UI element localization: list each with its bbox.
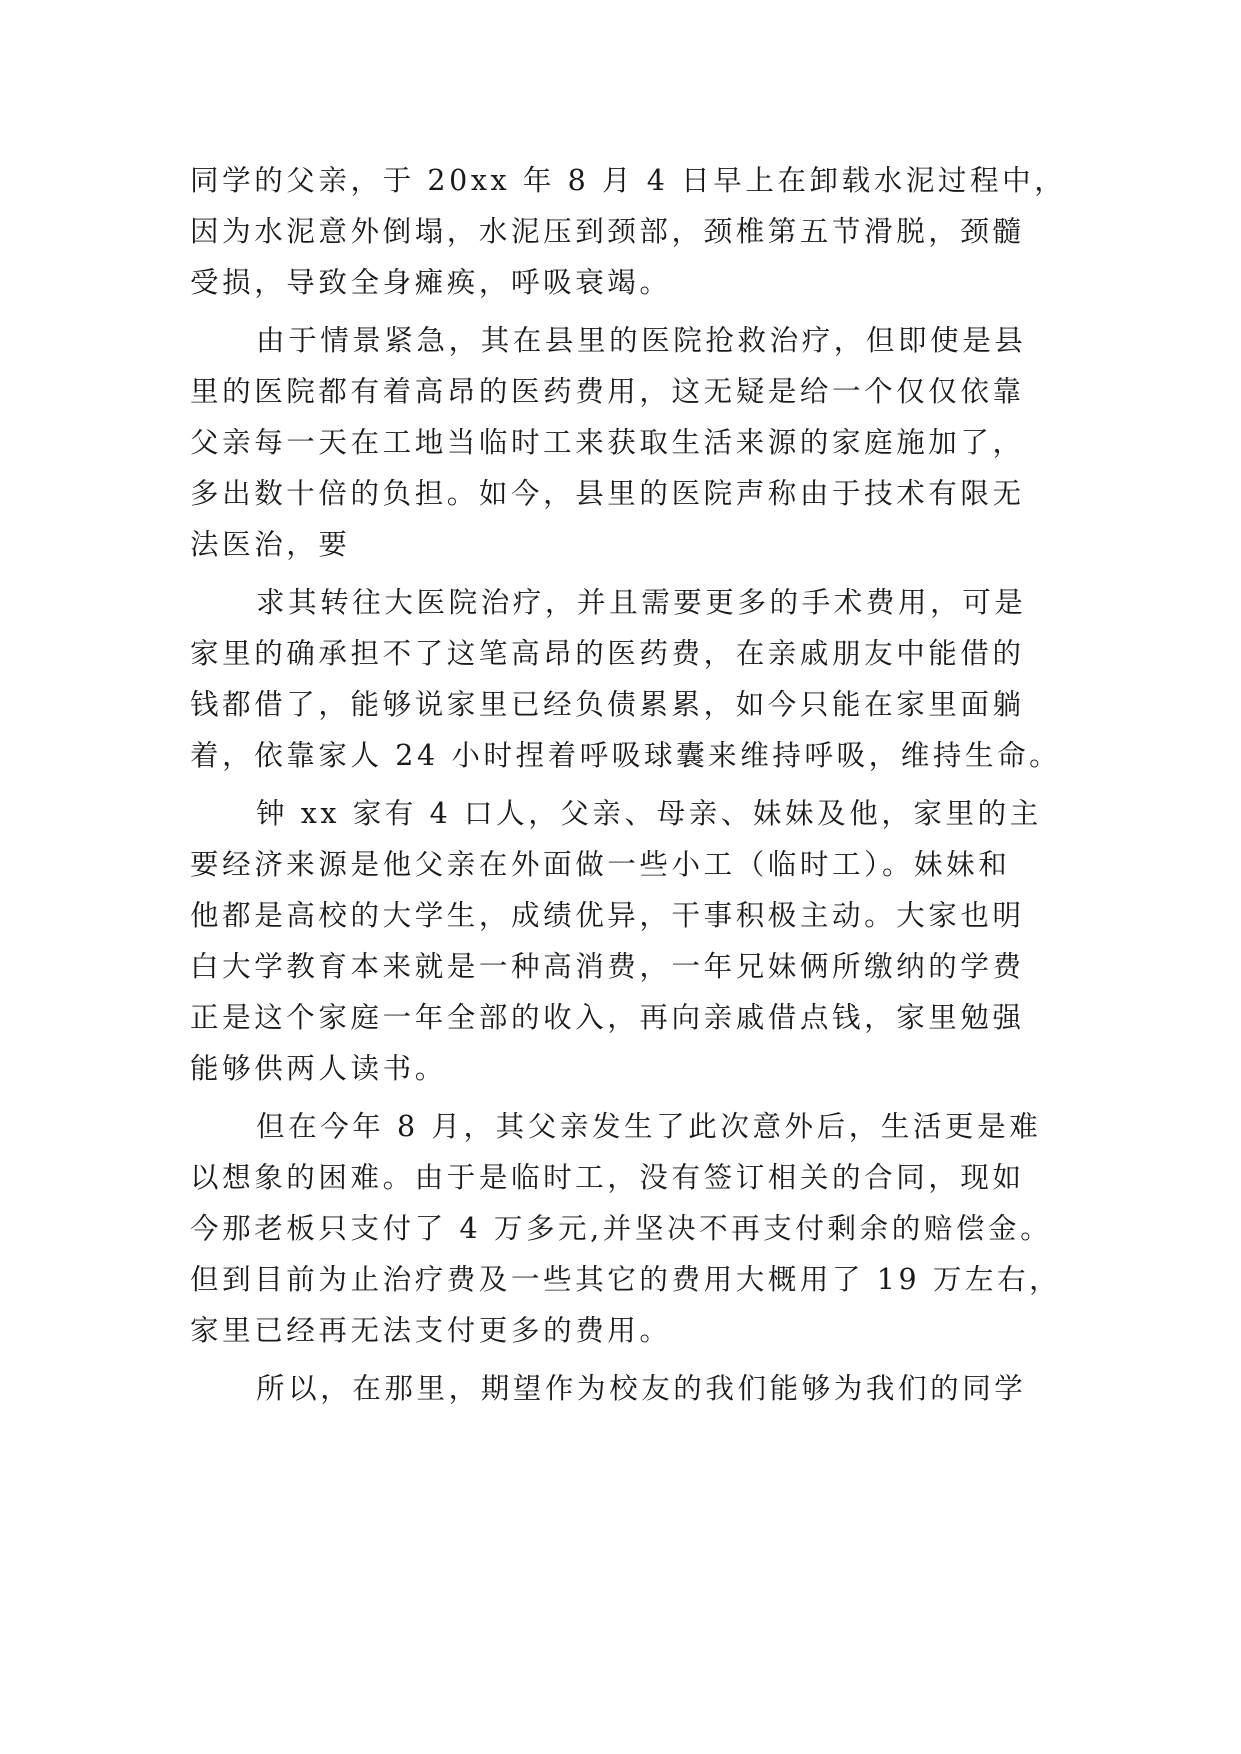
- paragraph-spacing: [190, 308, 1050, 315]
- text-line: 白大学教育本来就是一种高消费，一年兄妹俩所缴纳的学费: [190, 950, 1025, 983]
- text-line: 能够供两人读书。: [190, 1052, 447, 1085]
- text-line: 因为水泥意外倒塌，水泥压到颈部，颈椎第五节滑脱，颈髓: [190, 215, 1025, 248]
- paragraph: [190, 1363, 1050, 1414]
- text-line: 以想象的困难。由于是临时工，没有签订相关的合同，现如: [190, 1161, 1025, 1194]
- text-line: 里的医院都有着高昂的医药费用，这无疑是给一个仅仅依靠: [190, 375, 1025, 408]
- text-line: 由于情景紧急，其在县里的医院抢救治疗，但即使是县: [256, 324, 1027, 357]
- text-line: 多出数十倍的负担。如今，县里的医院声称由于技术有限无: [190, 477, 1025, 510]
- paragraph: [190, 155, 1067, 308]
- text-line: 着，依靠家人 24 小时捏着呼吸球囊来维持呼吸，维持生命。: [190, 739, 1062, 772]
- text-line: 要经济来源是他父亲在外面做一些小工（临时工）。妹妹和: [190, 848, 1011, 881]
- text-line: 他都是高校的大学生，成绩优异，干事积极主动。大家也明: [190, 899, 1025, 932]
- paragraph: [190, 788, 1050, 1094]
- text-line: 钟 xx 家有 4 口人，父亲、母亲、妹妹及他，家里的主: [256, 797, 1042, 830]
- text-line: 父亲每一天在工地当临时工来获取生活来源的家庭施加了，: [190, 426, 1025, 459]
- paragraph-spacing: [190, 1094, 1050, 1101]
- paragraph-spacing: [190, 1356, 1050, 1363]
- text-line: 家里的确承担不了这笔高昂的医药费，在亲戚朋友中能借的: [190, 637, 1025, 670]
- text-line: 今那老板只支付了 4 万多元,并坚决不再支付剩余的赔偿金。: [190, 1212, 1053, 1245]
- text-line: 受损，导致全身瘫痪，呼吸衰竭。: [190, 266, 672, 299]
- text-line: 钱都借了，能够说家里已经负债累累，如今只能在家里面躺: [190, 688, 1025, 721]
- text-line: 所以，在那里，期望作为校友的我们能够为我们的同学: [256, 1372, 1027, 1405]
- text-line: 求其转往大医院治疗，并且需要更多的手术费用，可是: [256, 586, 1027, 619]
- paragraph: [190, 1101, 1062, 1356]
- text-line: 法医治，要: [190, 528, 351, 561]
- paragraph: [190, 577, 1062, 781]
- text-line: 同学的父亲，于 20xx 年 8 月 4 日早上在卸载水泥过程中，: [190, 164, 1067, 197]
- document-body: [190, 155, 1067, 1414]
- text-line: 但在今年 8 月，其父亲发生了此次意外后，生活更是难: [256, 1110, 1042, 1143]
- paragraph: [190, 315, 1050, 570]
- text-line: 正是这个家庭一年全部的收入，再向亲戚借点钱，家里勉强: [190, 1001, 1025, 1034]
- text-line: 家里已经再无法支付更多的费用。: [190, 1314, 672, 1347]
- text-line: 但到目前为止治疗费及一些其它的费用大概用了 19 万左右，: [190, 1263, 1062, 1296]
- paragraph-spacing: [190, 570, 1050, 577]
- paragraph-spacing: [190, 781, 1050, 788]
